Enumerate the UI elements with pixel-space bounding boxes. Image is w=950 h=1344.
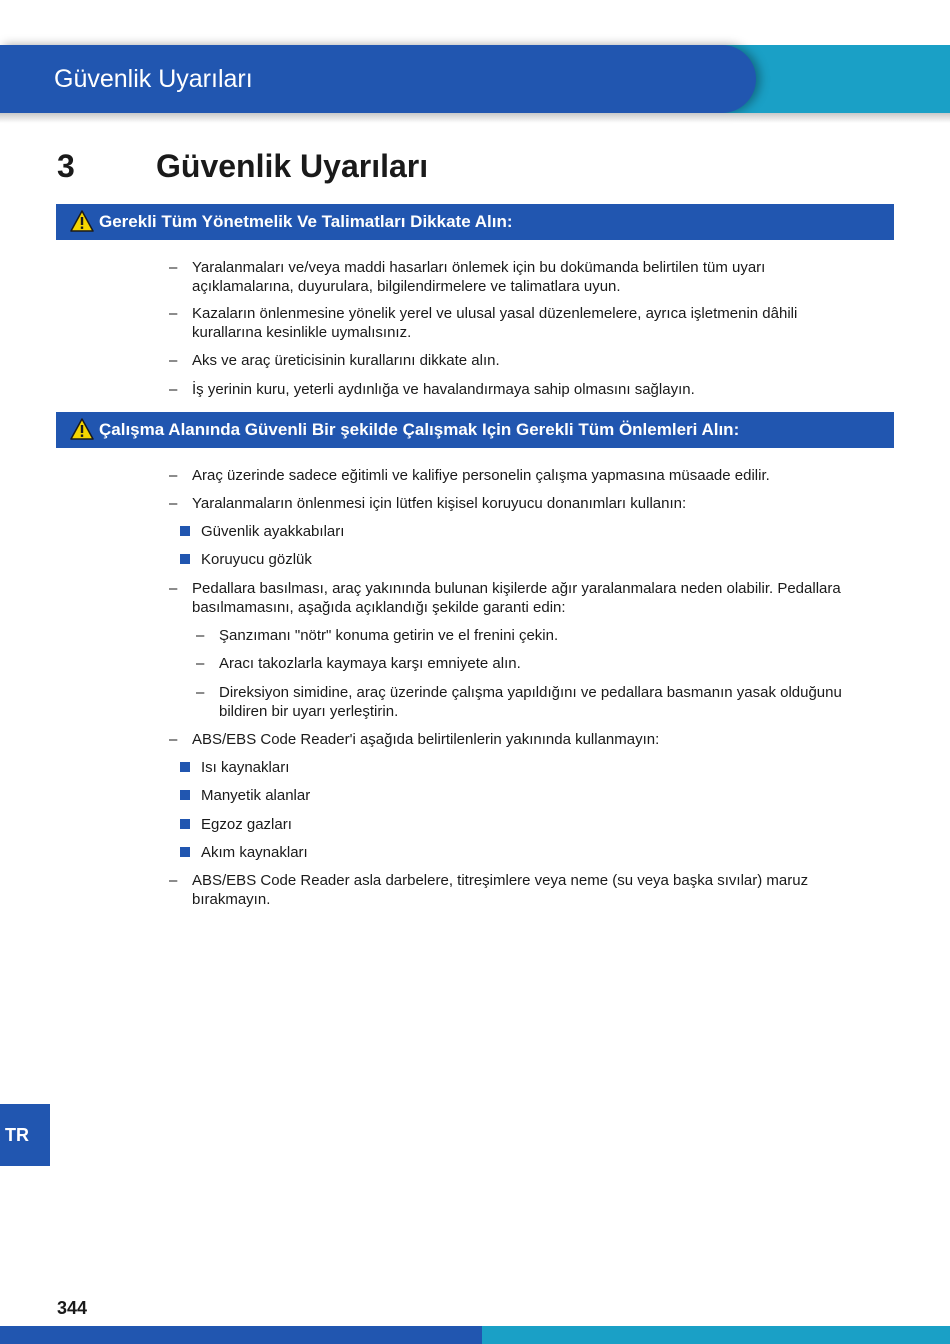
- list-item-line: ABS/EBS Code Reader'i aşağıda belirtilenlerin yakınında kullanmayın:: [192, 731, 660, 748]
- list-item-line: kurallarına kesinlikle uymalısınız.: [192, 324, 412, 341]
- section-title: Güvenlik Uyarıları: [156, 148, 429, 184]
- list-item-line: Aks ve araç üreticisinin kurallarını dikkate alın.: [192, 352, 500, 369]
- warning-triangle-icon: [70, 210, 94, 232]
- warning-bar-safe-work: [56, 412, 894, 448]
- list-item-line: Isı kaynakları: [201, 759, 290, 776]
- list-item-line: Akım kaynakları: [201, 844, 308, 861]
- list-item-line: Güvenlik ayakkabıları: [201, 523, 345, 540]
- list-item-line: Yaralanmaları ve/veya maddi hasarları önlemek için bu dokümanda belirtilen tüm uyarı: [192, 259, 766, 276]
- footer-band-blue: [0, 1326, 482, 1344]
- square-bullet-icon: [180, 847, 190, 857]
- language-tab: [0, 1104, 50, 1166]
- square-bullet-icon: [180, 526, 190, 536]
- dash-marker: –: [169, 495, 178, 512]
- list-item-line: İş yerinin kuru, yeterli aydınlığa ve havalandırmaya sahip olmasını sağlayın.: [192, 381, 695, 398]
- square-bullet-icon: [180, 762, 190, 772]
- dash-marker: –: [169, 305, 178, 322]
- square-bullet-icon: [180, 790, 190, 800]
- list-item-line: Araç üzerinde sadece eğitimli ve kalifiye personelin çalışma yapmasına müsaade edilir.: [192, 467, 770, 484]
- warning-bar-regulations: [56, 204, 894, 240]
- dash-marker: –: [196, 684, 205, 701]
- square-bullet-icon: [180, 554, 190, 564]
- list-item-line: Aracı takozlarla kaymaya karşı emniyete alın.: [219, 655, 521, 672]
- dash-marker: –: [169, 259, 178, 276]
- dash-marker: –: [169, 381, 178, 398]
- section-number: 3: [57, 148, 75, 184]
- dash-marker: –: [169, 467, 178, 484]
- list-item-line: Yaralanmaların önlenmesi için lütfen kişisel koruyucu donanımları kullanın:: [192, 495, 687, 512]
- list-item-line: basılmamasını, aşağıda açıklandığı şekilde garanti edin:: [192, 599, 566, 616]
- list-item-line: ABS/EBS Code Reader asla darbelere, titreşimlere veya neme (su veya başka sıvılar) maruz: [192, 872, 809, 889]
- language-tab-label: TR: [5, 1125, 29, 1145]
- warning-triangle-icon: [70, 418, 94, 440]
- dash-marker: –: [169, 580, 178, 597]
- dash-marker: –: [196, 627, 205, 644]
- square-bullet-icon: [180, 819, 190, 829]
- header-title: Güvenlik Uyarıları: [54, 65, 253, 93]
- warning-title: Gerekli Tüm Yönetmelik Ve Talimatları Dikkate Alın:: [99, 212, 513, 231]
- header-shadow: [0, 113, 950, 123]
- dash-marker: –: [169, 731, 178, 748]
- list-item-line: Direksiyon simidine, araç üzerinde çalışma yapıldığını ve pedallara basmanın yasak olduğunu: [219, 684, 842, 701]
- dash-marker: –: [196, 655, 205, 672]
- warning-title: Çalışma Alanında Güvenli Bir şekilde Çalışmak Için Gerekli Tüm Önlemleri Alın:: [99, 420, 740, 439]
- list-item-line: Şanzımanı "nötr" konuma getirin ve el frenini çekin.: [219, 627, 559, 644]
- list-item-line: açıklamalarına, duyurulara, bilgilendirmelere ve talimatlara uyun.: [192, 278, 621, 295]
- page-number: 344: [57, 1298, 88, 1318]
- list-item-line: bildiren bir uyarı yerleştirin.: [219, 703, 399, 720]
- list-item-line: Egzoz gazları: [201, 816, 292, 833]
- dash-marker: –: [169, 352, 178, 369]
- list-item-line: bırakmayın.: [192, 891, 271, 908]
- list-item-line: Manyetik alanlar: [201, 787, 311, 804]
- list-item-line: Kazaların önlenmesine yönelik yerel ve ulusal yasal düzenlemelere, ayrıca işletmenin dâhili: [192, 305, 798, 322]
- list-item-line: Koruyucu gözlük: [201, 551, 312, 568]
- dash-marker: –: [169, 872, 178, 889]
- footer-band-teal: [482, 1326, 950, 1344]
- list-item-line: Pedallara basılması, araç yakınında bulunan kişilerde ağır yaralanmalara neden olabilir. Pedallara: [192, 580, 841, 597]
